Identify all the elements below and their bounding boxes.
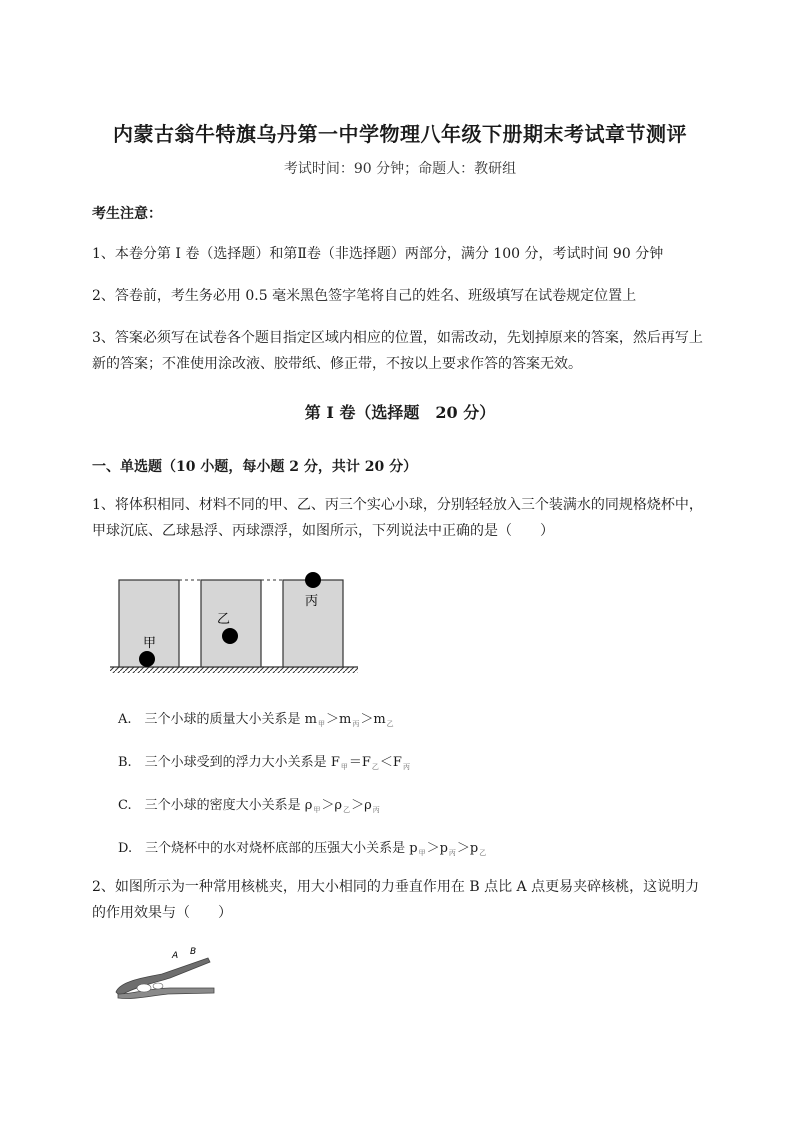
notice-item-1: 1、本卷分第 I 卷（选择题）和第Ⅱ卷（非选择题）两部分，满分 100 分，考试时间 90 分钟: [92, 246, 664, 262]
notice-item-2: 2、答卷前，考生务必用 0.5 毫米黑色签字笔将自己的姓名、班级填写在试卷规定位置上: [92, 288, 637, 304]
ball-bing: [305, 572, 321, 588]
option-b[interactable]: [118, 751, 411, 772]
exam-info: 考试时间：90 分钟；命题人：教研组: [283, 161, 517, 177]
option-d-math: $p_甲>p_丙>p_乙$: [409, 841, 487, 857]
notice-item-3: 3、答案必须写在试卷各个题目指定区域内相应的位置，如需改动，先划掉原来的答案，然后再写上新的答案；不准使用涂改液、胶带纸、修正带，不按以上要求作答的答案无效。: [92, 330, 703, 372]
ball-jia: [139, 651, 155, 667]
option-c[interactable]: [118, 794, 381, 815]
ground-hatch: [110, 667, 358, 673]
nutcracker-hole: [153, 983, 163, 989]
label-jia: 甲: [143, 636, 157, 651]
option-a-math: $m_甲>m_丙>m_乙$: [304, 712, 394, 728]
label-yi: 乙: [217, 612, 231, 627]
notice-heading: 考生注意：: [92, 206, 162, 222]
question-2-stem: 2、如图所示为一种常用核桃夹，用大小相同的力垂直作用在 B 点比 A 点更易夹碎核桃，这说明力的作用效果与（ ）: [92, 879, 700, 921]
option-d-text: D. 三个烧杯中的水对烧杯底部的压强大小关系是: [118, 841, 410, 856]
option-c-text: C. 三个小球的密度大小关系是: [118, 798, 305, 813]
question-1-stem: 1、将体积相同、材料不同的甲、乙、丙三个实心小球，分别轻轻放入三个装满水的同规格烧杯中，甲球沉底、乙球悬浮、丙球漂浮，如图所示，下列说法中正确的是（ ）: [92, 497, 703, 539]
label-bing: 丙: [305, 594, 319, 609]
option-d[interactable]: [118, 837, 487, 858]
option-a-text: A. 三个小球的质量大小关系是: [118, 712, 305, 727]
option-c-math: $\rho_甲>\rho_乙>\rho_丙$: [304, 798, 380, 814]
part-title: 一、单选题（10 小题，每小题 2 分，共计 20 分）: [92, 459, 418, 475]
point-a-label: A: [172, 951, 179, 961]
beaker-yi: [201, 580, 261, 667]
option-b-text: B. 三个小球受到的浮力大小关系是: [118, 755, 331, 770]
option-b-math: $F_甲=F_乙<F_丙$: [330, 755, 410, 771]
section-title: 第 I 卷（选择题 20 分）: [304, 403, 496, 422]
beakers-figure: [110, 566, 360, 678]
point-b-label: B: [190, 947, 197, 957]
option-a[interactable]: [118, 708, 395, 729]
nutcracker-figure: [110, 944, 230, 1004]
nutcracker-hole: [137, 984, 151, 992]
page-title: 内蒙古翁牛特旗乌丹第一中学物理八年级下册期末考试章节测评: [113, 122, 687, 146]
ball-yi: [222, 628, 238, 644]
